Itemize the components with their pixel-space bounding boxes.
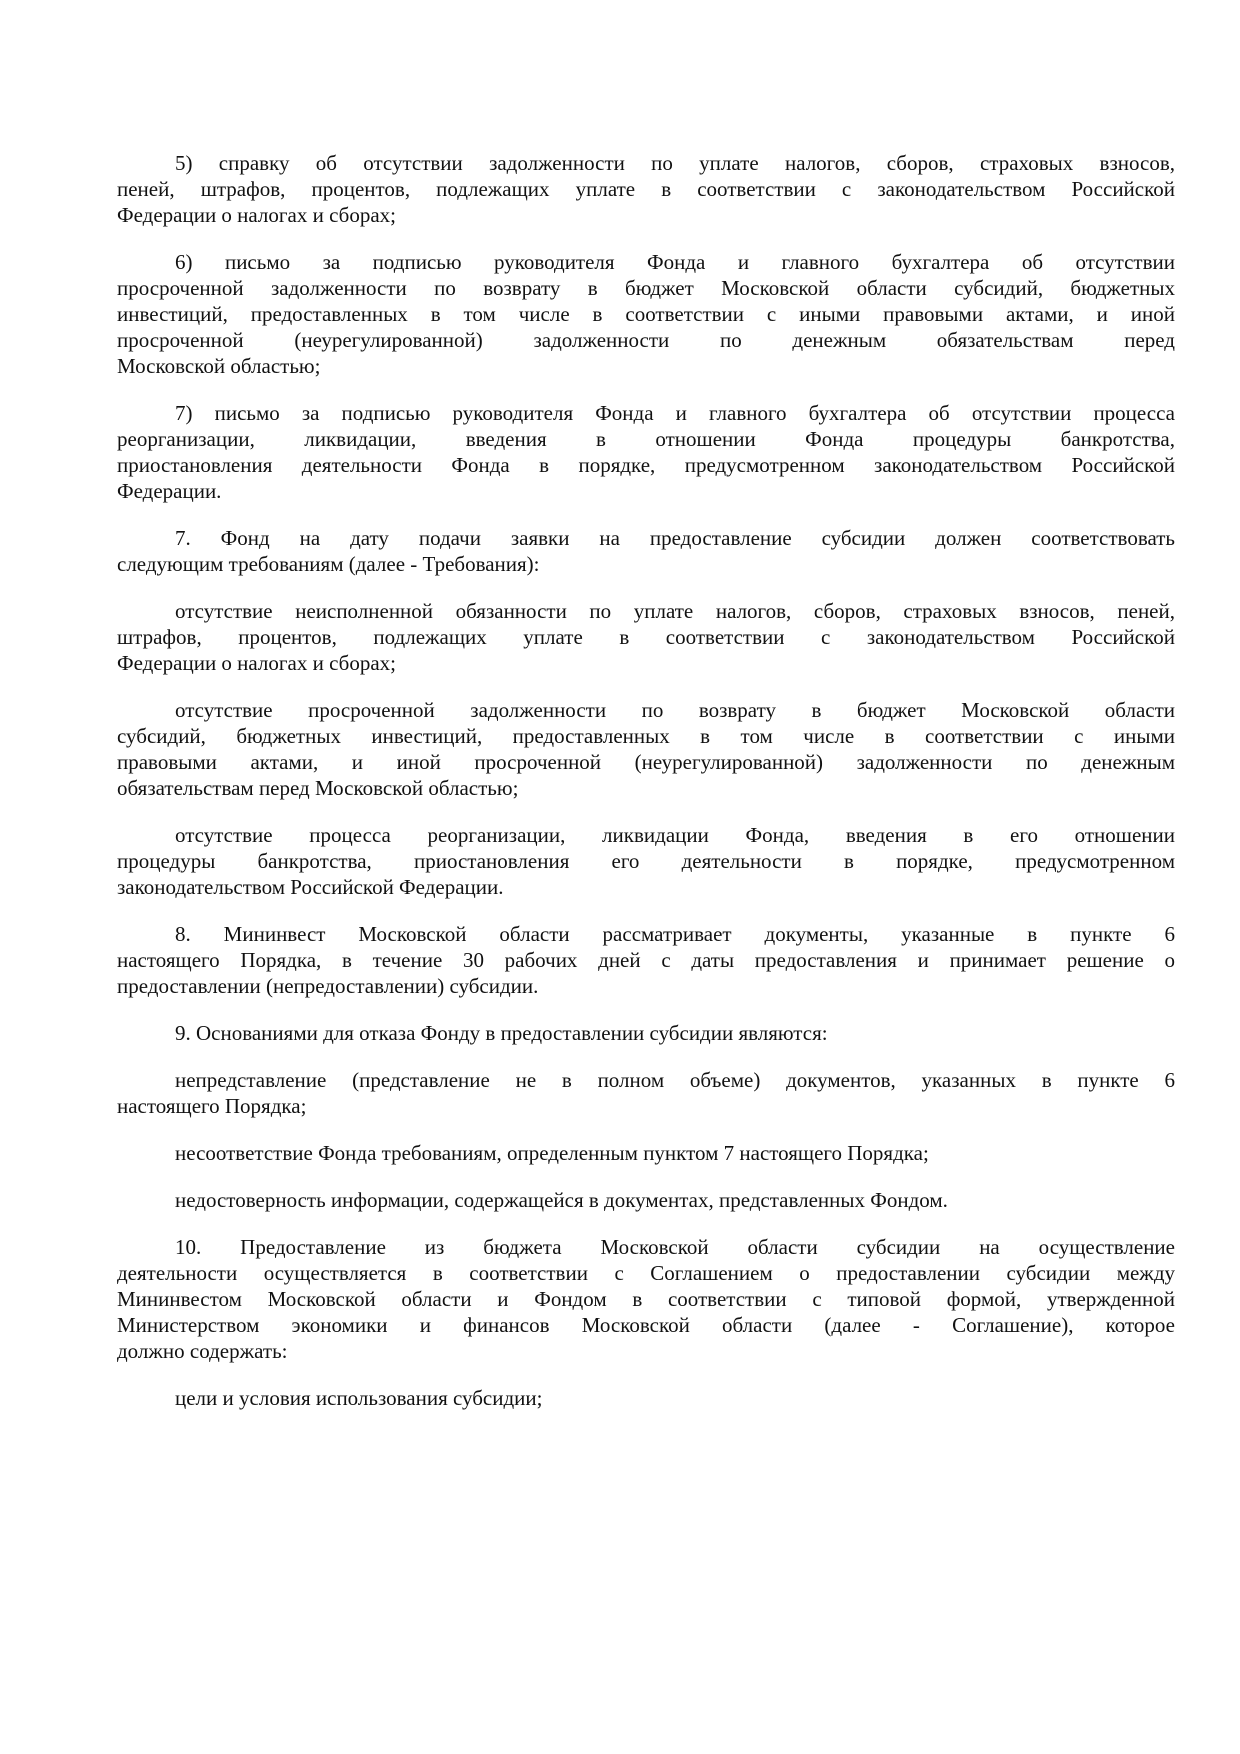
text-line: реорганизации, ликвидации, введения в отношении Фонда процедуры банкротства,	[117, 427, 1175, 451]
text-line: отсутствие неисполненной обязанности по уплате налогов, сборов, страховых взносов, пеней,	[175, 599, 1175, 623]
text-line: непредставление (представление не в полном объеме) документов, указанных в пункте 6	[175, 1068, 1175, 1092]
text-line: следующим требованиям (далее - Требования):	[117, 552, 540, 576]
text-line: 5) справку об отсутствии задолженности по уплате налогов, сборов, страховых взносов,	[175, 151, 1175, 175]
text-line: инвестиций, предоставленных в том числе в соответствии с иными правовыми актами, и иной	[117, 302, 1175, 326]
text-line: пеней, штрафов, процентов, подлежащих уплате в соответствии с законодательством Российской	[117, 177, 1175, 201]
text-line: обязательствам перед Московской областью;	[117, 776, 519, 800]
text-line: Мининвестом Московской области и Фондом в соответствии с типовой формой, утвержденной	[117, 1287, 1175, 1311]
paragraph	[117, 1385, 1175, 1411]
paragraph	[117, 1020, 1175, 1046]
text-line: Министерством экономики и финансов Московской области (далее - Соглашение), которое	[117, 1313, 1175, 1337]
text-line: 8. Мининвест Московской области рассматривает документы, указанные в пункте 6	[175, 922, 1175, 946]
text-line: правовыми актами, и иной просроченной (неурегулированной) задолженности по денежным	[117, 750, 1175, 774]
text-line: штрафов, процентов, подлежащих уплате в соответствии с законодательством Российской	[117, 625, 1175, 649]
text-line: законодательством Российской Федерации.	[117, 875, 504, 899]
text-line: Федерации о налогах и сборах;	[117, 203, 396, 227]
paragraph	[117, 921, 1175, 999]
text-line: 7. Фонд на дату подачи заявки на предоставление субсидии должен соответствовать	[175, 526, 1175, 550]
paragraph	[117, 697, 1175, 801]
text-line: приостановления деятельности Фонда в порядке, предусмотренном законодательством Российской	[117, 453, 1175, 477]
text-line: 9. Основаниями для отказа Фонду в предоставлении субсидии являются:	[175, 1021, 828, 1045]
text-line: должно содержать:	[117, 1339, 288, 1363]
text-line: просроченной (неурегулированной) задолженности по денежным обязательствам перед	[117, 328, 1175, 352]
text-line: деятельности осуществляется в соответствии с Соглашением о предоставлении субсидии между	[117, 1261, 1175, 1285]
paragraph	[117, 1067, 1175, 1119]
paragraph	[117, 400, 1175, 504]
text-line: просроченной задолженности по возврату в бюджет Московской области субсидий, бюджетных	[117, 276, 1175, 300]
text-line: настоящего Порядка, в течение 30 рабочих дней с даты предоставления и принимает решение о	[117, 948, 1175, 972]
text-line: настоящего Порядка;	[117, 1094, 307, 1118]
text-line: недостоверность информации, содержащейся в документах, представленных Фондом.	[175, 1188, 948, 1212]
text-line: 10. Предоставление из бюджета Московской области субсидии на осуществление	[175, 1235, 1175, 1259]
document-page	[117, 150, 1175, 1432]
text-line: несоответствие Фонда требованиям, определенным пунктом 7 настоящего Порядка;	[175, 1141, 929, 1165]
text-line: процедуры банкротства, приостановления его деятельности в порядке, предусмотренном	[117, 849, 1175, 873]
text-line: 6) письмо за подписью руководителя Фонда и главного бухгалтера об отсутствии	[175, 250, 1175, 274]
paragraph	[117, 1187, 1175, 1213]
text-line: отсутствие процесса реорганизации, ликвидации Фонда, введения в его отношении	[175, 823, 1175, 847]
text-line: цели и условия использования субсидии;	[175, 1386, 543, 1410]
text-line: Федерации о налогах и сборах;	[117, 651, 396, 675]
paragraph	[117, 598, 1175, 676]
paragraph	[117, 150, 1175, 228]
paragraph	[117, 249, 1175, 379]
text-line: 7) письмо за подписью руководителя Фонда и главного бухгалтера об отсутствии процесса	[175, 401, 1175, 425]
text-line: Московской областью;	[117, 354, 321, 378]
text-line: предоставлении (непредоставлении) субсидии.	[117, 974, 539, 998]
paragraph	[117, 822, 1175, 900]
paragraph	[117, 1140, 1175, 1166]
paragraph	[117, 1234, 1175, 1364]
text-line: Федерации.	[117, 479, 222, 503]
paragraph	[117, 525, 1175, 577]
text-line: отсутствие просроченной задолженности по возврату в бюджет Московской области	[175, 698, 1175, 722]
text-line: субсидий, бюджетных инвестиций, предоставленных в том числе в соответствии с иными	[117, 724, 1175, 748]
